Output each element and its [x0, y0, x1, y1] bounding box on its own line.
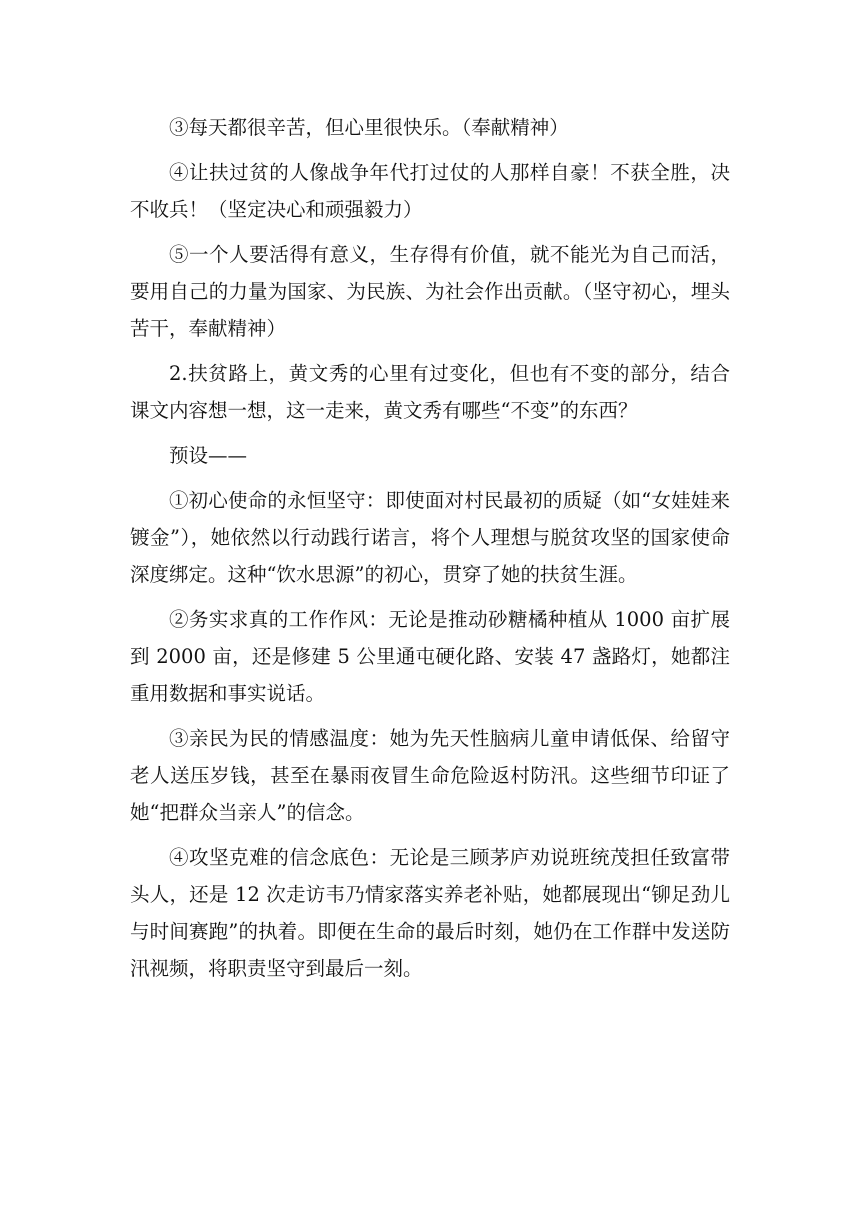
paragraph-preset-label: 预设——: [169, 444, 248, 467]
paragraph-question-2: 2.扶贫路上，黄文秀的心里有过变化，但也有不变的部分，结合课文内容想一想，这一走来，黄文秀有哪些“不变”的东西？: [130, 362, 730, 422]
paragraph-preset-4: ④攻坚克难的信念底色：无论是三顾茅庐劝说班统茂担任致富带头人，还是 12 次走访韦乃情家落实养老补贴，她都展现出“铆足劲儿与时间赛跑”的执着。即便在生命的最后时刻，她仍在工作群中发送防汛视频，将职责坚守到最后一刻。: [130, 846, 730, 980]
paragraph-answer-4: ④让扶过贫的人像战争年代打过仗的人那样自豪！不获全胜，决不收兵！（坚定决心和顽强毅力）: [130, 161, 730, 221]
paragraph-preset-1: ①初心使命的永恒坚守：即使面对村民最初的质疑（如“女娃娃来镀金”），她依然以行动践行诺言，将个人理想与脱贫攻坚的国家使命深度绑定。这种“饮水思源”的初心，贯穿了她的扶贫生涯。: [130, 489, 730, 586]
document-body: [130, 109, 730, 995]
paragraph-preset-2: ②务实求真的工作作风：无论是推动砂糖橘种植从 1000 亩扩展到 2000 亩，还是修建 5 公里通屯硬化路、安装 47 盏路灯，她都注重用数据和事实说话。: [130, 608, 730, 705]
paragraph-answer-3: ③每天都很辛苦，但心里很快乐。（奉献精神）: [169, 116, 569, 139]
paragraph-preset-3: ③亲民为民的情感温度：她为先天性脑病儿童申请低保、给留守老人送压岁钱，甚至在暴雨夜冒生命危险返村防汛。这些细节印证了她“把群众当亲人”的信念。: [130, 727, 730, 824]
paragraph-answer-5: ⑤一个人要活得有意义，生存得有价值，就不能光为自己而活，要用自己的力量为国家、为民族、为社会作出贡献。（坚守初心，埋头苦干，奉献精神）: [130, 243, 730, 340]
